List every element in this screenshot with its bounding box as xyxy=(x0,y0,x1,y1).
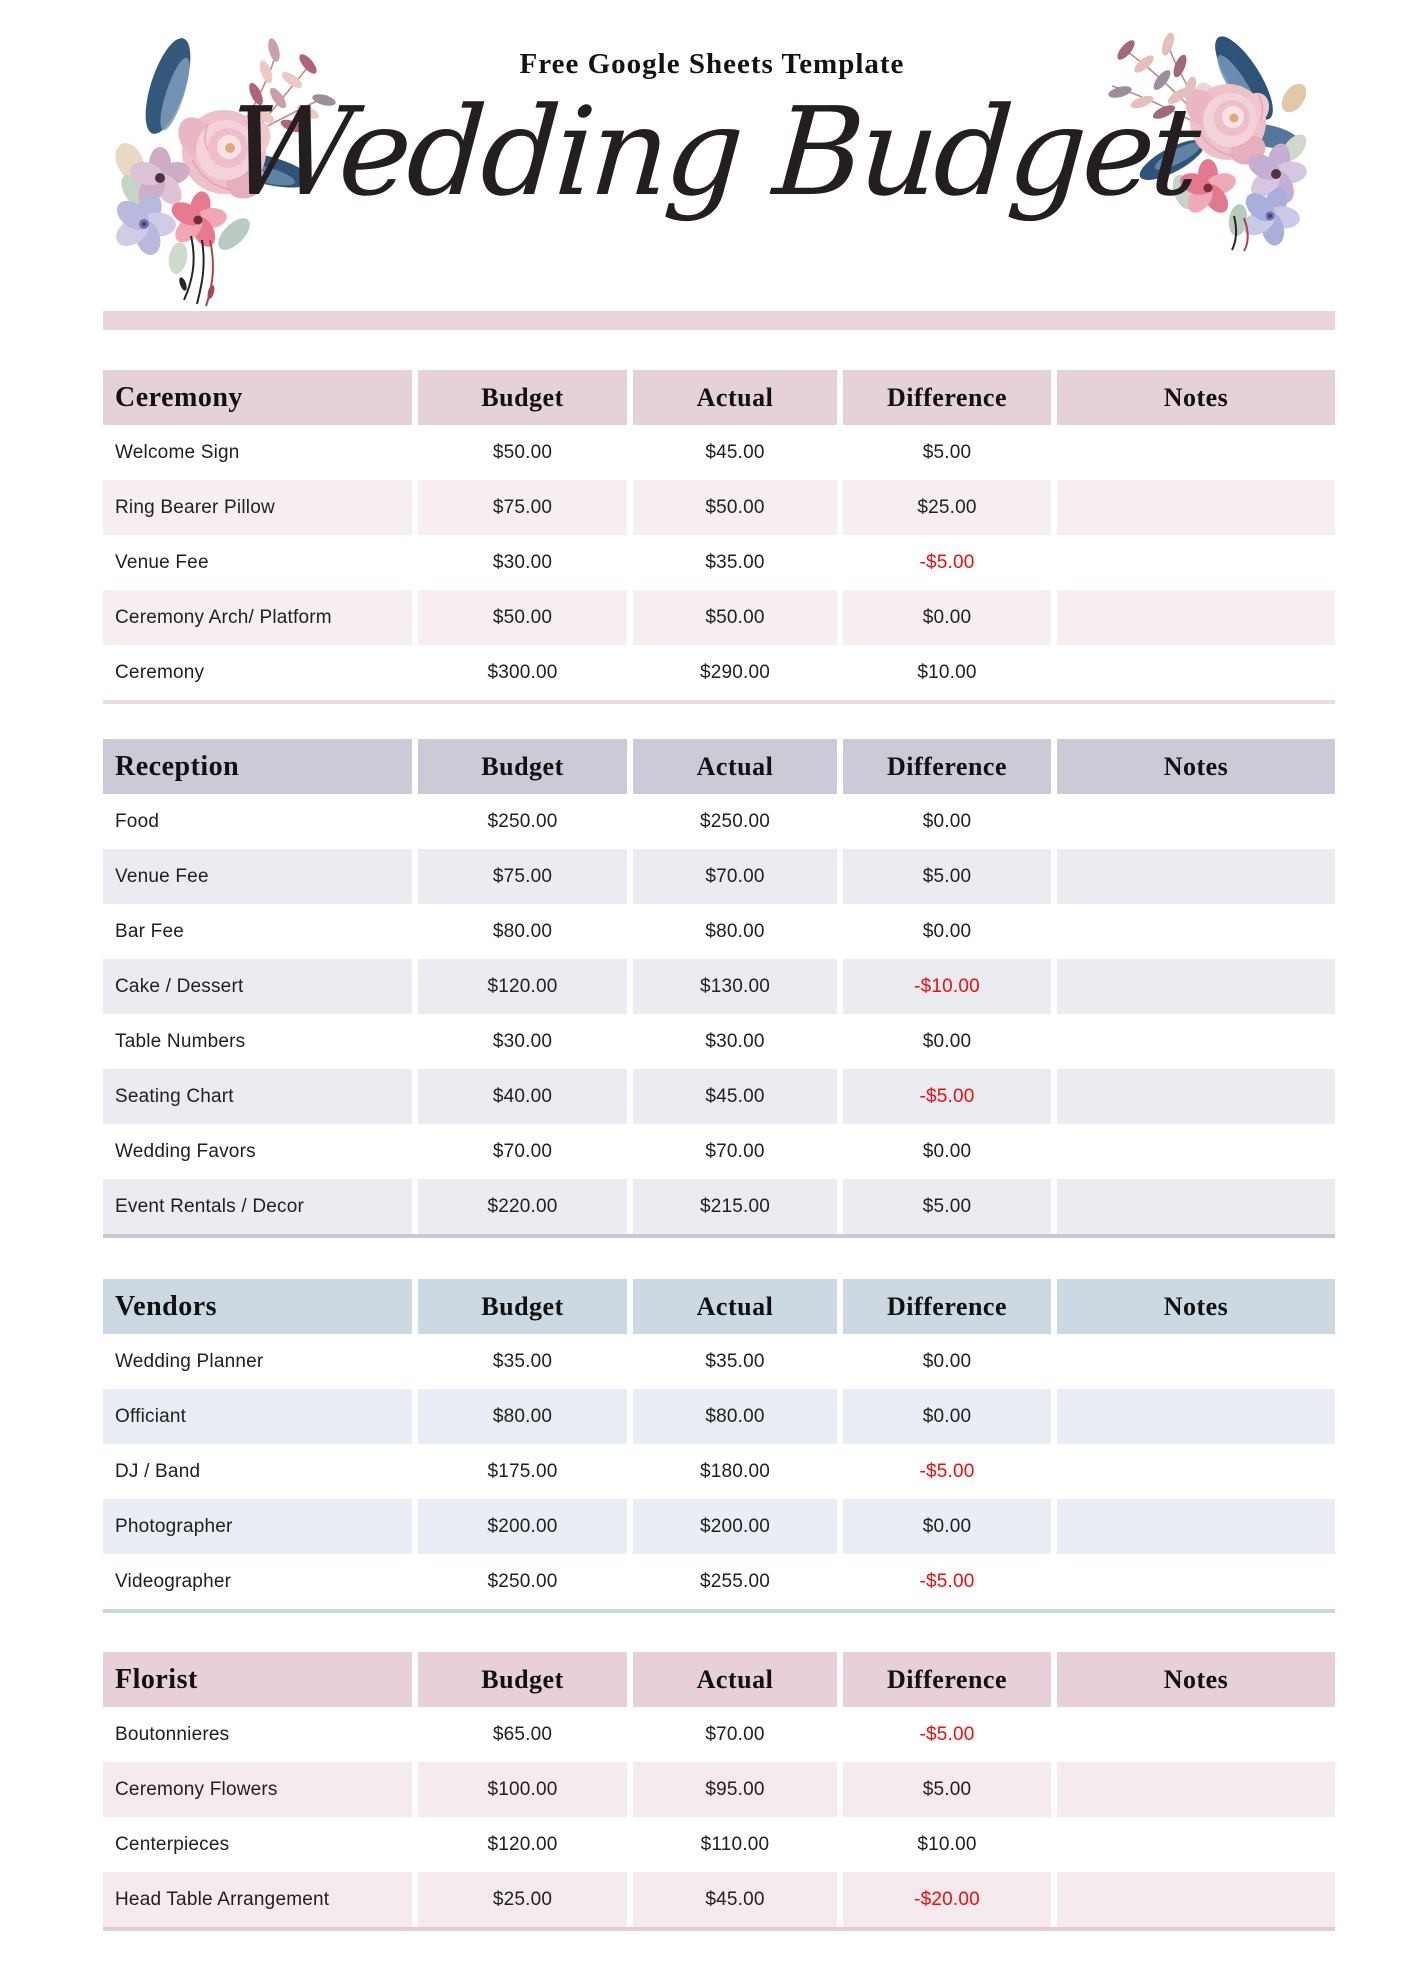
budget-value: $65.00 xyxy=(492,1723,553,1745)
notes-cell xyxy=(1057,1069,1335,1124)
section-bottom-rule xyxy=(103,700,1335,704)
table-row xyxy=(103,425,1335,480)
actual-value: $215.00 xyxy=(633,1179,837,1234)
difference-value: $5.00 xyxy=(843,1762,1051,1817)
budget-value: $75.00 xyxy=(418,849,627,904)
budget-section xyxy=(103,739,1335,1238)
actual-value: $180.00 xyxy=(699,1460,771,1482)
table-row xyxy=(103,1014,1335,1069)
budget-value: $250.00 xyxy=(487,1570,558,1592)
item-label: Table Numbers xyxy=(115,1030,246,1052)
actual-value: $50.00 xyxy=(633,480,837,535)
table-row xyxy=(103,959,1335,1014)
notes-cell xyxy=(1057,849,1335,904)
budget-value: $120.00 xyxy=(487,1833,558,1855)
section-rows xyxy=(103,425,1335,700)
difference-value: $10.00 xyxy=(917,1833,977,1855)
actual-value: $290.00 xyxy=(699,661,771,683)
difference-value: $0.00 xyxy=(922,810,972,832)
actual-value: $130.00 xyxy=(633,959,837,1014)
actual-value: $80.00 xyxy=(633,1389,837,1444)
budget-value: $75.00 xyxy=(418,480,627,535)
budget-value: $30.00 xyxy=(492,551,553,573)
section-rows xyxy=(103,1334,1335,1609)
difference-value: $10.00 xyxy=(917,661,977,683)
item-label: Welcome Sign xyxy=(115,441,240,463)
difference-value: $0.00 xyxy=(922,1350,972,1372)
notes-cell xyxy=(1057,1817,1335,1872)
budget-section xyxy=(103,1652,1335,1931)
column-header-notes: Notes xyxy=(1057,739,1335,794)
actual-value: $95.00 xyxy=(633,1762,837,1817)
table-row xyxy=(103,1499,1335,1554)
section-header-row xyxy=(103,370,1335,425)
actual-value: $80.00 xyxy=(705,920,765,942)
budget-tables xyxy=(103,370,1335,1931)
notes-cell xyxy=(1057,904,1335,959)
notes-cell xyxy=(1057,425,1335,480)
table-row xyxy=(103,480,1335,535)
section-title: Vendors xyxy=(103,1279,412,1334)
column-header-budget: Budget xyxy=(418,370,627,425)
actual-value: $45.00 xyxy=(633,1872,837,1927)
notes-cell xyxy=(1057,1707,1335,1762)
item-label: Ceremony Arch/ Platform xyxy=(103,590,412,645)
section-title: Ceremony xyxy=(103,370,412,425)
difference-value: -$20.00 xyxy=(843,1872,1051,1927)
actual-value: $45.00 xyxy=(705,441,765,463)
difference-value: -$5.00 xyxy=(919,1460,975,1482)
column-header-budget: Budget xyxy=(418,1652,627,1707)
notes-cell xyxy=(1057,1014,1335,1069)
notes-cell xyxy=(1057,1872,1335,1927)
difference-value: -$5.00 xyxy=(843,1069,1051,1124)
table-row xyxy=(103,645,1335,700)
item-label: Boutonnieres xyxy=(115,1723,230,1745)
budget-section xyxy=(103,1279,1335,1613)
notes-cell xyxy=(1057,959,1335,1014)
budget-value: $25.00 xyxy=(418,1872,627,1927)
section-bottom-rule xyxy=(103,1609,1335,1613)
column-header-difference: Difference xyxy=(843,370,1051,425)
item-label: Ceremony Flowers xyxy=(103,1762,412,1817)
budget-value: $100.00 xyxy=(418,1762,627,1817)
budget-value: $120.00 xyxy=(418,959,627,1014)
column-header-notes: Notes xyxy=(1057,1279,1335,1334)
column-header-notes: Notes xyxy=(1057,1652,1335,1707)
notes-cell xyxy=(1057,645,1335,700)
template-eyebrow: Free Google Sheets Template xyxy=(519,48,905,80)
item-label: Head Table Arrangement xyxy=(103,1872,412,1927)
accent-banner xyxy=(103,311,1335,330)
notes-cell xyxy=(1057,1179,1335,1234)
actual-value: $70.00 xyxy=(705,1140,765,1162)
table-row xyxy=(103,1124,1335,1179)
difference-value: $5.00 xyxy=(843,849,1051,904)
item-label: Seating Chart xyxy=(103,1069,412,1124)
section-bottom-rule xyxy=(103,1927,1335,1931)
section-rows xyxy=(103,794,1335,1234)
column-header-actual: Actual xyxy=(633,739,837,794)
actual-value: $35.00 xyxy=(705,551,765,573)
budget-value: $35.00 xyxy=(492,1350,553,1372)
difference-value: $0.00 xyxy=(922,920,972,942)
item-label: Wedding Planner xyxy=(115,1350,264,1372)
notes-cell xyxy=(1057,1499,1335,1554)
item-label: Wedding Favors xyxy=(115,1140,256,1162)
actual-value: $200.00 xyxy=(633,1499,837,1554)
notes-cell xyxy=(1057,480,1335,535)
column-header-difference: Difference xyxy=(843,1279,1051,1334)
item-label: Venue Fee xyxy=(115,551,209,573)
column-header-budget: Budget xyxy=(418,1279,627,1334)
item-label: Bar Fee xyxy=(115,920,184,942)
budget-value: $220.00 xyxy=(418,1179,627,1234)
notes-cell xyxy=(1057,794,1335,849)
difference-value: $0.00 xyxy=(843,590,1051,645)
budget-value: $30.00 xyxy=(492,1030,553,1052)
item-label: Food xyxy=(115,810,160,832)
difference-value: $0.00 xyxy=(843,1499,1051,1554)
budget-value: $200.00 xyxy=(418,1499,627,1554)
item-label: Cake / Dessert xyxy=(103,959,412,1014)
difference-value: $0.00 xyxy=(922,1140,972,1162)
column-header-notes: Notes xyxy=(1057,370,1335,425)
item-label: Ring Bearer Pillow xyxy=(103,480,412,535)
actual-value: $35.00 xyxy=(705,1350,765,1372)
column-header-actual: Actual xyxy=(633,370,837,425)
notes-cell xyxy=(1057,1124,1335,1179)
budget-value: $80.00 xyxy=(492,920,553,942)
actual-value: $70.00 xyxy=(633,849,837,904)
column-header-actual: Actual xyxy=(633,1279,837,1334)
difference-value: -$10.00 xyxy=(843,959,1051,1014)
table-row xyxy=(103,1389,1335,1444)
notes-cell xyxy=(1057,535,1335,590)
difference-value: -$5.00 xyxy=(919,551,975,573)
table-row xyxy=(103,1762,1335,1817)
item-label: Venue Fee xyxy=(103,849,412,904)
budget-value: $50.00 xyxy=(418,590,627,645)
difference-value: $5.00 xyxy=(922,441,972,463)
table-row xyxy=(103,1444,1335,1499)
table-row xyxy=(103,1069,1335,1124)
column-header-budget: Budget xyxy=(418,739,627,794)
page-title: Wedding Budget xyxy=(223,81,1201,223)
actual-value: $30.00 xyxy=(705,1030,765,1052)
section-title: Florist xyxy=(103,1652,412,1707)
section-header-row xyxy=(103,1652,1335,1707)
difference-value: $5.00 xyxy=(843,1179,1051,1234)
table-row xyxy=(103,1554,1335,1609)
column-header-difference: Difference xyxy=(843,739,1051,794)
table-row xyxy=(103,1334,1335,1389)
section-header-row xyxy=(103,739,1335,794)
item-label: Photographer xyxy=(103,1499,412,1554)
column-header-difference: Difference xyxy=(843,1652,1051,1707)
section-header-row xyxy=(103,1279,1335,1334)
notes-cell xyxy=(1057,1554,1335,1609)
table-row xyxy=(103,849,1335,904)
item-label: Centerpieces xyxy=(115,1833,230,1855)
notes-cell xyxy=(1057,1444,1335,1499)
item-label: Videographer xyxy=(115,1570,232,1592)
budget-value: $80.00 xyxy=(418,1389,627,1444)
table-row xyxy=(103,535,1335,590)
section-rows xyxy=(103,1707,1335,1927)
budget-value: $250.00 xyxy=(487,810,558,832)
table-row xyxy=(103,1179,1335,1234)
budget-value: $70.00 xyxy=(492,1140,553,1162)
budget-value: $40.00 xyxy=(418,1069,627,1124)
difference-value: $0.00 xyxy=(843,1389,1051,1444)
difference-value: $25.00 xyxy=(843,480,1051,535)
item-label: Officiant xyxy=(103,1389,412,1444)
notes-cell xyxy=(1057,1334,1335,1389)
actual-value: $250.00 xyxy=(699,810,771,832)
item-label: Event Rentals / Decor xyxy=(103,1179,412,1234)
table-row xyxy=(103,590,1335,645)
actual-value: $255.00 xyxy=(699,1570,771,1592)
budget-value: $175.00 xyxy=(487,1460,558,1482)
budget-section xyxy=(103,370,1335,704)
column-header-actual: Actual xyxy=(633,1652,837,1707)
difference-value: -$5.00 xyxy=(919,1570,975,1592)
notes-cell xyxy=(1057,1762,1335,1817)
actual-value: $50.00 xyxy=(633,590,837,645)
budget-value: $50.00 xyxy=(492,441,553,463)
section-title: Reception xyxy=(103,739,412,794)
item-label: Ceremony xyxy=(115,661,205,683)
budget-value: $300.00 xyxy=(487,661,558,683)
table-row xyxy=(103,1872,1335,1927)
actual-value: $45.00 xyxy=(633,1069,837,1124)
actual-value: $70.00 xyxy=(705,1723,765,1745)
table-row xyxy=(103,794,1335,849)
notes-cell xyxy=(1057,1389,1335,1444)
actual-value: $110.00 xyxy=(700,1833,770,1855)
section-bottom-rule xyxy=(103,1234,1335,1238)
difference-value: $0.00 xyxy=(922,1030,972,1052)
difference-value: -$5.00 xyxy=(919,1723,975,1745)
item-label: DJ / Band xyxy=(115,1460,201,1482)
table-row xyxy=(103,1817,1335,1872)
notes-cell xyxy=(1057,590,1335,645)
table-row xyxy=(103,904,1335,959)
table-row xyxy=(103,1707,1335,1762)
